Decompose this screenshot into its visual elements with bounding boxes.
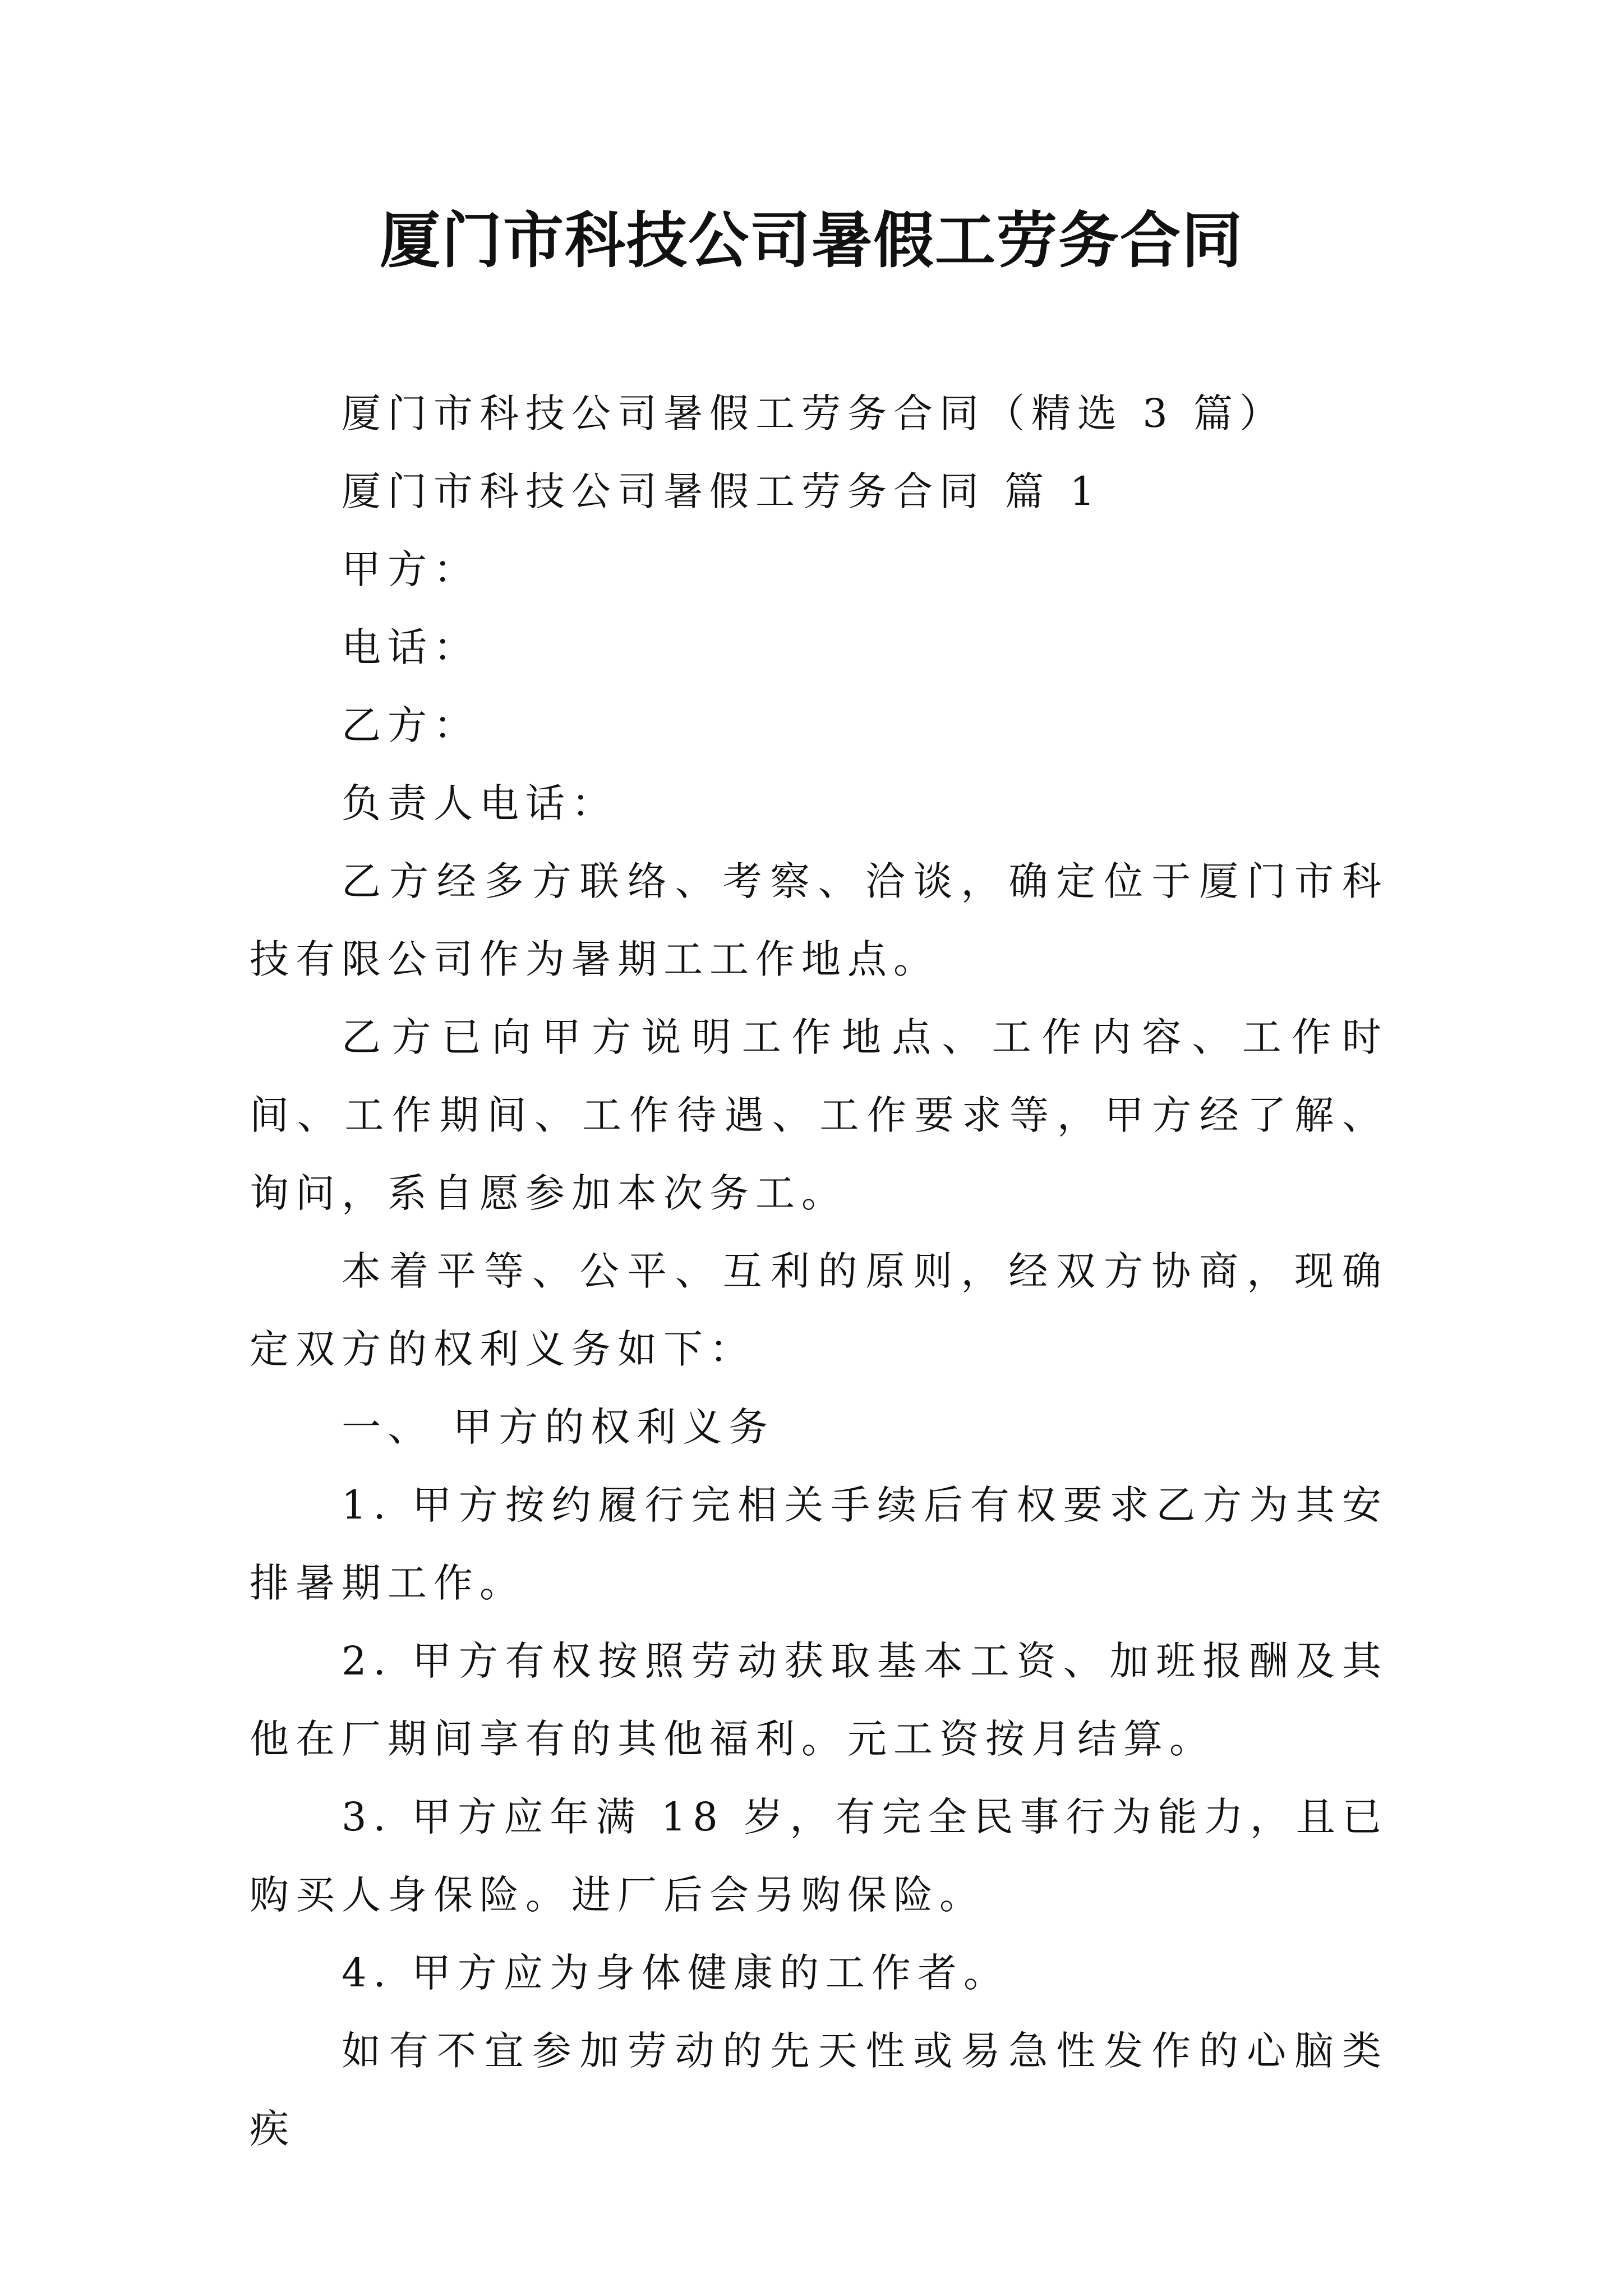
- paragraph-workplace: 乙方经多方联络、考察、洽谈，确定位于厦门市科技有限公司作为暑期工工作地点。: [250, 858, 1388, 982]
- paragraph-clause-3: 3. 甲方应年满 18 岁，有完全民事行为能力，且已购买人身保险。进厂后会另购保险。: [250, 1794, 1388, 1918]
- paragraph-contact-phone: 负责人电话：: [342, 780, 617, 826]
- paragraph-clause-4: 4. 甲方应为身体健康的工作者。: [342, 1950, 1010, 1996]
- paragraph-principle: 本着平等、公平、互利的原则，经双方协商，现确定双方的权利义务如下：: [250, 1248, 1388, 1372]
- paragraph-party-a: 甲方：: [342, 546, 479, 592]
- paragraph-subtitle: 厦门市科技公司暑假工劳务合同（精选 3 篇）: [342, 390, 1286, 436]
- paragraph-section-heading: 厦门市科技公司暑假工劳务合同 篇 1: [342, 468, 1102, 514]
- paragraph-work-terms: 乙方已向甲方说明工作地点、工作内容、工作时间、工作期间、工作待遇、工作要求等，甲方经了解、询问，系自愿参加本次务工。: [250, 1014, 1388, 1216]
- paragraph-clause-1: 1. 甲方按约履行完相关手续后有权要求乙方为其安排暑期工作。: [250, 1482, 1388, 1606]
- paragraph-heading-party-a-rights: 一、 甲方的权利义务: [342, 1404, 775, 1450]
- paragraph-clause-2: 2. 甲方有权按照劳动获取基本工资、加班报酬及其他在厂期间享有的其他福利。元工资按月结算。: [250, 1638, 1388, 1762]
- paragraph-phone: 电话：: [342, 624, 479, 670]
- paragraph-clause-4-continued: 如有不宜参加劳动的先天性或易急性发作的心脑类疾: [250, 2028, 1388, 2152]
- document-title: 厦门市科技公司暑假工劳务合同: [379, 206, 1243, 276]
- paragraph-party-b: 乙方：: [342, 702, 479, 748]
- document-body: [250, 375, 1388, 2168]
